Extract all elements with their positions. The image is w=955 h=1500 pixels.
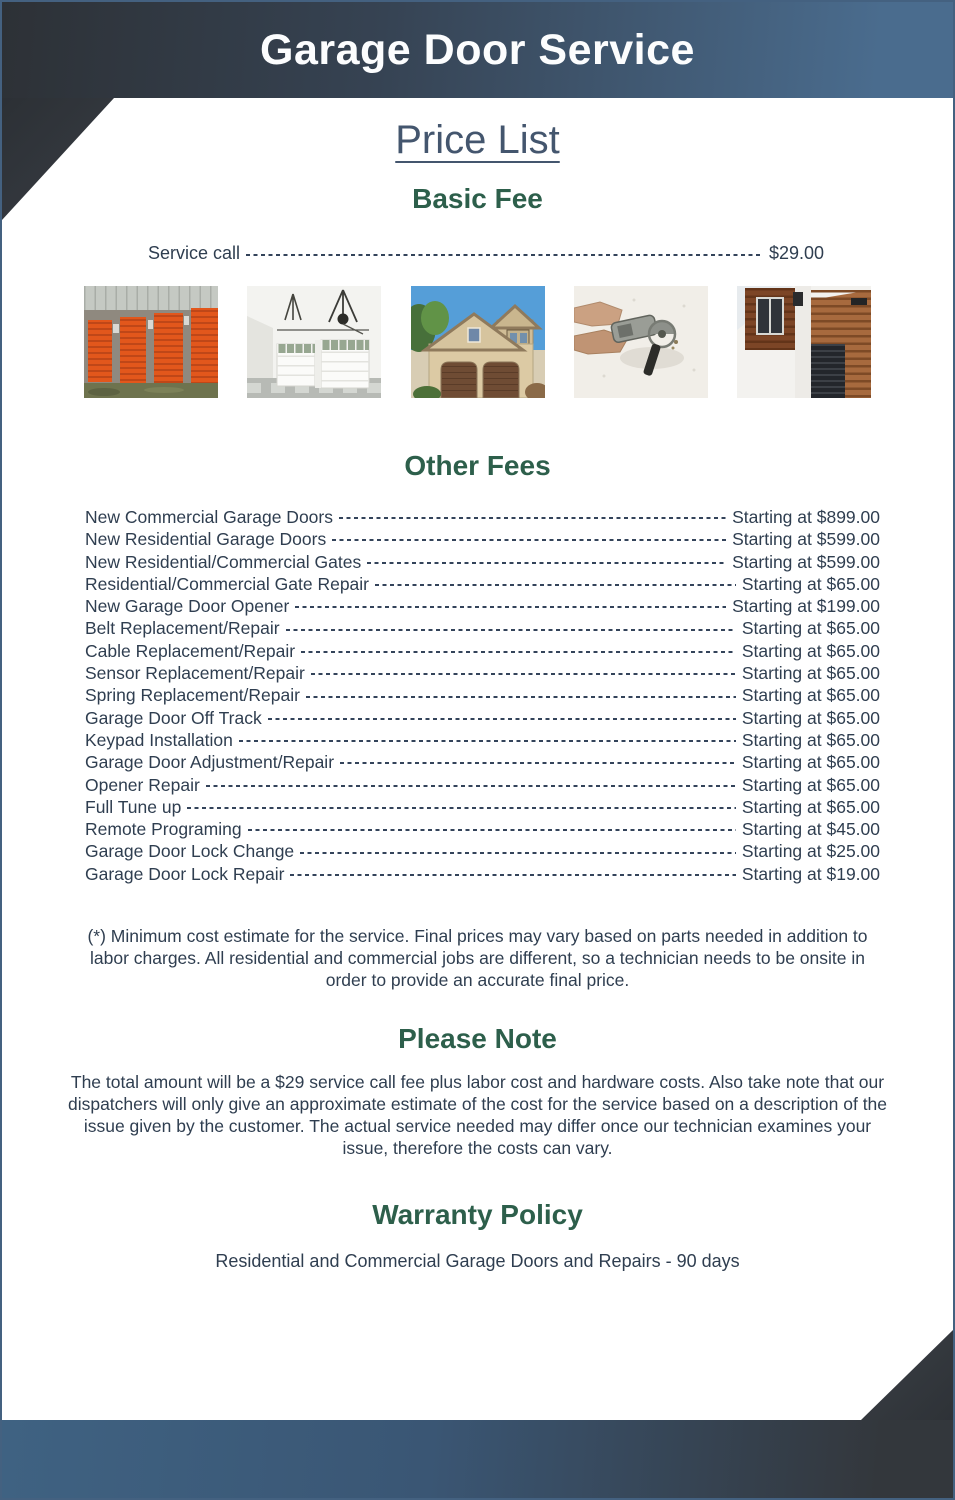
dashed-leader [268, 718, 736, 720]
fee-label: New Residential/Commercial Gates [85, 551, 362, 572]
fee-row [85, 729, 880, 751]
fee-row [85, 662, 880, 684]
fee-label: Garage Door Off Track [85, 707, 262, 728]
fee-price: Starting at $25.00 [741, 841, 880, 862]
fee-label: Remote Programing [85, 819, 242, 840]
fee-price: Starting at $899.00 [732, 507, 880, 527]
fee-label: Spring Replacement/Repair [85, 685, 300, 706]
fee-row [85, 707, 880, 729]
fee-row [85, 551, 880, 573]
fee-price: Starting at $65.00 [741, 752, 880, 773]
fee-row [85, 796, 880, 818]
basic-fee-heading: Basic Fee [412, 183, 543, 214]
fee-label: Full Tune up [85, 796, 182, 817]
wood-facade-illustration [737, 286, 871, 398]
fee-price: Starting at $65.00 [741, 640, 880, 661]
fee-price: Starting at $65.00 [741, 729, 880, 750]
dashed-leader [246, 254, 763, 256]
fee-price: Starting at $65.00 [741, 774, 880, 795]
fee-list [85, 506, 880, 885]
fee-label: Belt Replacement/Repair [85, 618, 280, 639]
price-list-title: Price List [395, 118, 560, 162]
fee-label: Garage Door Lock Change [85, 841, 295, 862]
house-illustration [411, 286, 545, 398]
dashed-leader [248, 829, 736, 831]
warranty-policy-body: Residential and Commercial Garage Doors and Repairs - 90 days [215, 1251, 740, 1272]
fee-label: New Commercial Garage Doors [85, 507, 333, 527]
service-call-label: Service call [148, 243, 241, 263]
dashed-leader [187, 807, 736, 809]
dashed-leader [301, 651, 736, 653]
wood-facade-garage-photo [737, 286, 871, 398]
fee-label: Cable Replacement/Repair [85, 640, 296, 661]
fee-price: Starting at $65.00 [741, 685, 880, 706]
fee-row [85, 684, 880, 706]
fee-price: Starting at $65.00 [741, 663, 880, 684]
service-call-price: $29.00 [768, 243, 824, 263]
fee-row [85, 818, 880, 840]
fee-price: Starting at $599.00 [732, 529, 880, 550]
fee-row [85, 595, 880, 617]
service-call-row [148, 243, 824, 264]
house-two-garage-doors-photo [411, 286, 545, 398]
content-area [2, 98, 953, 1290]
fee-label: Sensor Replacement/Repair [85, 663, 305, 684]
fee-price: Starting at $65.00 [741, 707, 880, 728]
dashed-leader [340, 762, 736, 764]
disclaimer-note: (*) Minimum cost estimate for the service. Final prices may vary based on parts needed in addition to labor charges. All residential and commercial jobs are different, so a technician needs to be onsite in order to provide an accurate final price. [87, 926, 868, 991]
please-note-body: The total amount will be a $29 service call fee plus labor cost and hardware costs. Also take note that our dispatchers will only give an approximate estimate of the cost for the service based on a description of the issue given by the customer. The actual service needed may differ once our technician examines your issue, therefore the costs can vary. [67, 1072, 888, 1159]
warranty-policy-heading: Warranty Policy [372, 1199, 583, 1231]
fee-row [85, 640, 880, 662]
fee-label: Residential/Commercial Gate Repair [85, 573, 369, 594]
fee-label: Keypad Installation [85, 729, 233, 750]
dashed-leader [367, 562, 726, 564]
please-note-heading: Please Note [398, 1023, 557, 1055]
dashed-leader [286, 629, 736, 631]
garage-interior-opener-photo [247, 286, 381, 398]
garage-interior-illustration [247, 286, 381, 398]
grinder-illustration [574, 286, 708, 398]
dashed-leader [339, 517, 726, 519]
header-band [2, 2, 953, 98]
dashed-leader [295, 606, 726, 608]
fee-price: Starting at $65.00 [741, 573, 880, 594]
fee-label: Garage Door Adjustment/Repair [85, 752, 335, 773]
footer-band [2, 1420, 953, 1498]
fee-price: Starting at $199.00 [732, 596, 880, 617]
dashed-leader [375, 584, 736, 586]
fee-row [85, 774, 880, 796]
page-title: Garage Door Service [260, 25, 695, 74]
fee-price: Starting at $599.00 [732, 551, 880, 572]
fee-row [85, 751, 880, 773]
fee-price: Starting at $65.00 [741, 618, 880, 639]
storage-units-illustration [84, 286, 218, 398]
bottom-right-corner-decoration [861, 1330, 953, 1420]
fee-row [85, 506, 880, 528]
fee-label: Garage Door Lock Repair [85, 863, 285, 884]
fee-price: Starting at $65.00 [741, 796, 880, 817]
fee-price: Starting at $45.00 [741, 819, 880, 840]
dashed-leader [306, 696, 736, 698]
fee-label: New Garage Door Opener [85, 596, 290, 617]
fee-label: Opener Repair [85, 774, 200, 795]
other-fees-heading: Other Fees [404, 450, 551, 481]
dashed-leader [206, 785, 736, 787]
dashed-leader [290, 874, 735, 876]
fee-row [85, 573, 880, 595]
fee-row [85, 863, 880, 885]
fee-label: New Residential Garage Doors [85, 529, 327, 550]
fee-price: Starting at $19.00 [741, 863, 880, 884]
photo-strip [2, 286, 953, 398]
fee-row [85, 528, 880, 550]
dashed-leader [300, 852, 736, 854]
fee-row [85, 840, 880, 862]
fee-row [85, 617, 880, 639]
dashed-leader [332, 539, 726, 541]
dashed-leader [239, 740, 736, 742]
orange-storage-unit-doors-photo [84, 286, 218, 398]
dashed-leader [311, 673, 736, 675]
technician-grinder-wall-photo [574, 286, 708, 398]
